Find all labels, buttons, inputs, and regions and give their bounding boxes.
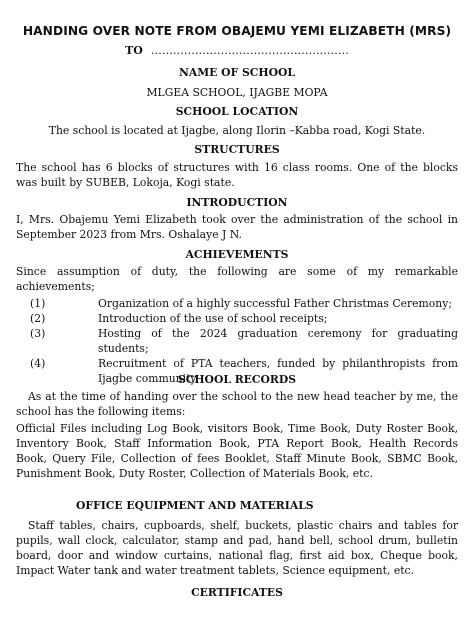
records-text: Official Files including Log Book, visitors Book, Time Book, Duty Roster Book, Inventory Book, Staff Information Book, PTA Report Book, Health Records Book, Query File, Collection of fees Booklet, Staff Minute Book, SBMC Book, Punishment Book, Duty Roster, Collection of Materials Book, etc. [16,422,458,480]
list-item-text: Hosting of the 2024 graduation ceremony for graduating students; [98,327,458,355]
achievements-heading: ACHIEVEMENTS [185,248,289,261]
addressee-line [0,44,474,57]
equipment-text: Staff tables, chairs, cupboards, shelf, buckets, plastic chairs and tables for pupils, wall clock, calculator, stamp and pad, hand bell, school drum, bulletin board, door and window curtains, national flag, first aid box, Cheque book, Impact Water tank and water treatment tablets, Science equipment, etc. [16,519,458,577]
introduction-heading: INTRODUCTION [186,196,288,209]
addressee-blank: ……………………………………………… [150,44,349,57]
list-item [16,326,458,356]
addressee-label: TO [125,44,143,57]
structures-text: The school has 6 blocks of structures with 16 class rooms. One of the blocks was built by SUBEB, Lokoja, Kogi state. [16,161,458,189]
list-item-text: Introduction of the use of school receipts; [98,312,328,325]
records-intro: As at the time of handing over the school to the new head teacher by me, the school has the following items: [16,390,458,418]
certificates-heading: CERTIFICATES [191,586,283,599]
list-item-number: (1) [30,297,46,310]
school-name-heading: NAME OF SCHOOL [178,66,295,79]
list-item-number: (3) [30,327,46,340]
introduction-text: I, Mrs. Obajemu Yemi Elizabeth took over the administration of the school in September 2023 from Mrs. Oshalaye J N. [16,213,458,241]
school-name-value: MLGEA SCHOOL, IJAGBE MOPA [146,86,328,99]
achievements-intro: Since assumption of duty, the following are some of my remarkable achievements; [16,265,458,293]
equipment-heading: OFFICE EQUIPMENT AND MATERIALS [76,499,314,512]
document-title: HANDING OVER NOTE FROM OBAJEMU YEMI ELIZABETH (MRS) [22,24,452,38]
structures-heading: STRUCTURES [194,143,280,156]
records-heading: SCHOOL RECORDS [177,373,297,386]
location-text: The school is located at Ijagbe, along Ilorin –Kabba road, Kogi State. [48,124,426,137]
list-item [16,311,458,326]
list-item [16,296,458,311]
location-heading: SCHOOL LOCATION [175,105,299,118]
list-item-number: (4) [30,357,46,370]
list-item-number: (2) [30,312,46,325]
list-item-text: Recruitment of PTA teachers, funded by philanthropists from Ijagbe community. [98,357,458,385]
list-item-text: Organization of a highly successful Father Christmas Ceremony; [98,297,452,310]
